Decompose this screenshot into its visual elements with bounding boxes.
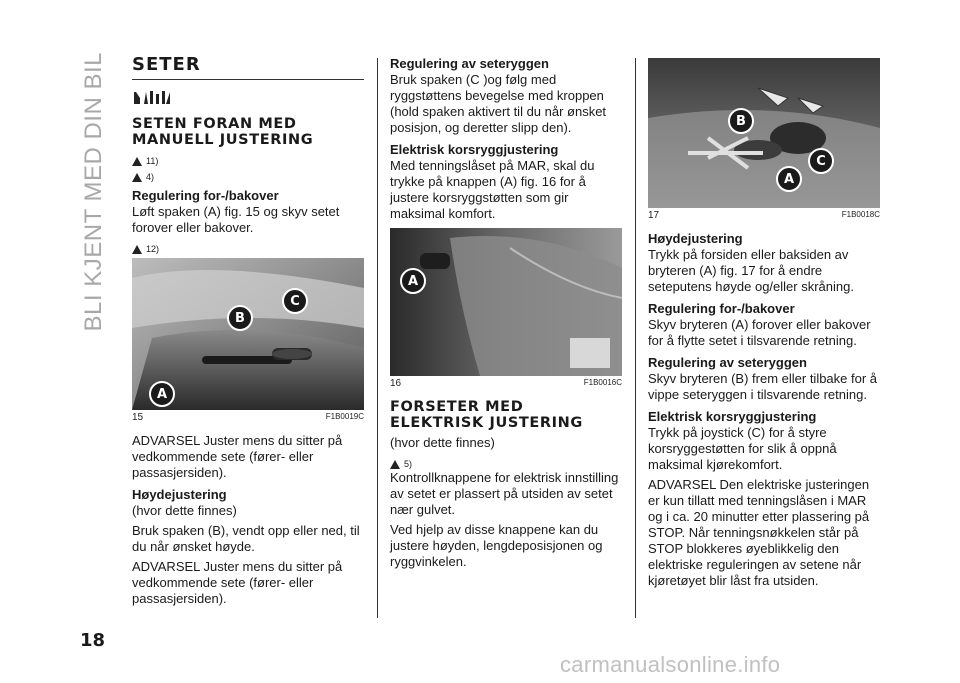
- figure-15-caption: [132, 412, 364, 423]
- column-divider-2: [635, 58, 636, 618]
- subheading-fore-aft: Regulering for-/bakover: [132, 188, 279, 203]
- subheading-height: Høydejustering: [132, 487, 227, 502]
- warning-ref-3: 12): [132, 240, 364, 254]
- column-divider-1: [377, 58, 378, 618]
- warning-icon: [132, 173, 142, 182]
- column-2: [390, 52, 622, 574]
- subheading-lumbar: Elektrisk korsryggjustering: [390, 142, 559, 157]
- side-title: BLI KJENT MED DIN BIL: [80, 52, 107, 332]
- paragraph: Ved hjelp av disse knappene kan du justere høyden, lengdeposisjonen og ryggvinkelen.: [390, 522, 603, 569]
- paragraph: Med tenningslåset på MAR, skal du trykke på knappen (A) fig. 16 for å justere korsryggstøtten som gir maksimal komfort.: [390, 158, 595, 221]
- subheading-lumbar: Elektrisk korsryggjustering: [648, 409, 817, 424]
- section-title: SETER: [132, 54, 201, 75]
- warning-icon: [132, 245, 142, 254]
- figure-code: F1B0018C: [841, 210, 880, 219]
- paragraph: Skyv bryteren (A) forover eller bakover for å flytte setet i tilsvarende retning.: [648, 317, 871, 348]
- figure-code: F1B0019C: [325, 412, 364, 421]
- figure-code: F1B0016C: [583, 378, 622, 387]
- figure-16-image: [390, 228, 622, 376]
- side-title-wrap: [80, 52, 110, 332]
- heading-electric-seat: FORSETER MED ELEKTRISK JUSTERING: [390, 399, 583, 431]
- paragraph: Skyv bryteren (B) frem eller tilbake for å vippe seteryggen i tilsvarende retning.: [648, 371, 878, 402]
- figure-17-caption: [648, 210, 880, 221]
- subheading-height: Høydejustering: [648, 231, 743, 246]
- warning-ref: 5): [390, 455, 622, 469]
- paragraph: Trykk på forsiden eller baksiden av bryteren (A) fig. 17 for å endre seteputens høyde og/eller skråning.: [648, 247, 854, 294]
- paragraph: Bruk spaken (C )og følg med ryggstøttens bevegelse med kroppen (hold spaken aktivert til du når ønsket posisjon, og deretter slipp den).: [390, 72, 607, 135]
- callout-b: B: [227, 305, 253, 331]
- callout-c: C: [808, 148, 834, 174]
- callout-a: A: [149, 381, 175, 407]
- subheading-backrest: Regulering av seteryggen: [390, 56, 549, 71]
- paragraph: Kontrollknappene for elektrisk innstilling av setet er plassert på utsiden av setet nær gulvet.: [390, 470, 619, 517]
- figure-number: 17: [648, 210, 660, 221]
- figure-number: 16: [390, 378, 402, 389]
- column-3: [648, 52, 880, 593]
- paragraph: Bruk spaken (B), vendt opp eller ned, til du når ønsket høyde.: [132, 523, 360, 554]
- paragraph: ADVARSEL Juster mens du sitter på vedkommende sete (fører- eller passasjersiden).: [132, 433, 343, 480]
- warning-ref-1: 11): [132, 152, 364, 166]
- callout-a: A: [776, 166, 802, 192]
- footer-watermark: carmanualsonline.info: [560, 652, 781, 677]
- paragraph: Trykk på joystick (C) for å styre korsryggestøtten for slik å oppnå maksimal kjørekomfort.: [648, 425, 837, 472]
- title-rule: [132, 79, 364, 80]
- page-number: 18: [80, 630, 106, 651]
- figure-16-caption: [390, 378, 622, 389]
- subheading-backrest: Regulering av seteryggen: [648, 355, 807, 370]
- callout-a: A: [400, 268, 426, 294]
- paragraph: (hvor dette finnes): [390, 435, 495, 450]
- figure-number: 15: [132, 412, 144, 423]
- heading-manual-seat: SETEN FORAN MED MANUELL JUSTERING: [132, 116, 314, 148]
- callout-b: B: [728, 108, 754, 134]
- paragraph: ADVARSEL Juster mens du sitter på vedkommende sete (fører- eller passasjersiden).: [132, 559, 343, 606]
- warning-icon: [132, 157, 142, 166]
- warning-ref-2: 4): [132, 168, 364, 182]
- warning-icon: [390, 460, 400, 469]
- figure-17-image: [648, 58, 880, 208]
- figure-15-image: [132, 258, 364, 410]
- paragraph: Løft spaken (A) fig. 15 og skyv setet forover eller bakover.: [132, 204, 340, 235]
- callout-c: C: [282, 288, 308, 314]
- subheading-fore-aft: Regulering for-/bakover: [648, 301, 795, 316]
- paragraph: ADVARSEL Den elektriske justeringen er kun tillatt med tenningslåsen i MAR og i ca. 20 minutter etter plassering på STOP. Når tenningsnøkkelen står på STOP blokkeres øyeblikkelig den elektriske reguleringen av setene når kjøretøyet blir låst fra utsiden.: [648, 477, 870, 588]
- paragraph: (hvor dette finnes): [132, 503, 237, 518]
- column-1: [132, 52, 364, 611]
- seat-adjust-icon: [132, 88, 364, 110]
